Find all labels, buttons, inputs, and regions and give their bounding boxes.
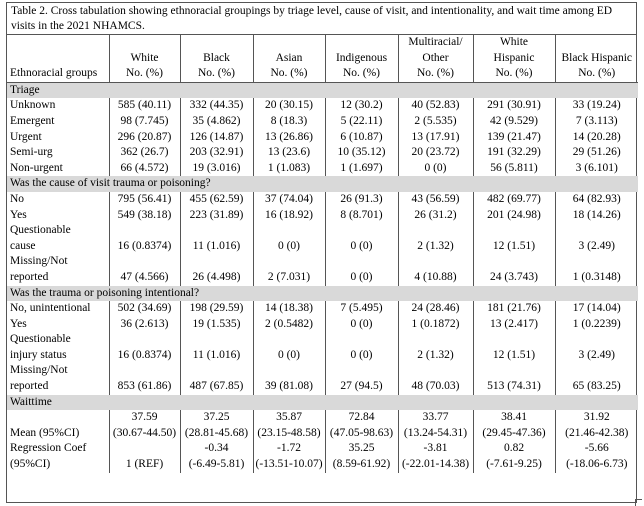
table-cell — [398, 254, 473, 285]
table-cell — [180, 441, 253, 472]
table-cell — [473, 441, 555, 472]
row-label-line2: reported — [10, 380, 49, 393]
table-cell-line2: (8.59-61.92) — [332, 458, 391, 471]
table-cell: 19 (3.016) — [180, 161, 253, 177]
header-corner — [7, 35, 109, 51]
table-cell: 2 (0.5482) — [253, 317, 325, 333]
row-label — [7, 223, 109, 254]
table-cell: 40 (52.83) — [398, 98, 473, 114]
table-cell: 56 (5.811) — [473, 161, 555, 177]
table-cell: 362 (26.7) — [109, 145, 180, 161]
table-body — [7, 35, 638, 473]
column-header-name: Indigenous — [325, 51, 398, 67]
header-row-unit — [7, 66, 638, 82]
column-header-name: Other — [398, 51, 473, 67]
row-label: Urgent — [10, 130, 42, 143]
table-cell-line2: 853 (61.86) — [117, 380, 172, 393]
table-row — [7, 114, 638, 130]
table-cell — [398, 332, 473, 363]
table-cell: 223 (31.89) — [180, 208, 253, 224]
column-header-name: Hispanic — [473, 51, 555, 67]
table-cell: 198 (29.59) — [180, 301, 253, 317]
column-header-unit: No. (%) — [253, 66, 325, 82]
table-cell: 455 (62.59) — [180, 192, 253, 208]
table-cell: 296 (20.87) — [109, 130, 180, 146]
table-cell — [180, 254, 253, 285]
table-cell-line1 — [401, 254, 471, 270]
table-cell-line1: -1.72 — [277, 442, 301, 455]
table-cell-line2: 0 (0) — [350, 239, 373, 252]
table-caption: Table 2. Cross tabulation showing ethnoracial groupings by triage level, cause of visit, and intentionality, and wait time among ED visits in the 2021 NHAMCS. — [7, 3, 636, 35]
row-label-line1: Regression Coef — [10, 442, 87, 455]
row-label — [7, 363, 109, 394]
section-title: Was the cause of visit trauma or poisoning? — [7, 176, 638, 192]
table-cell — [325, 332, 398, 363]
table-cell: 6 (10.87) — [325, 130, 398, 146]
row-label-line2: injury status — [10, 348, 67, 361]
table-row — [7, 363, 638, 394]
table-cell-line2: 0 (0) — [277, 348, 301, 361]
table-cell-line2: 12 (1.51) — [492, 348, 536, 361]
table-cell — [555, 410, 638, 441]
table-cell: 181 (21.76) — [473, 301, 555, 317]
section-header-row — [7, 286, 638, 302]
table-cell-line1 — [183, 363, 251, 379]
table-cell — [109, 223, 180, 254]
row-label-line1 — [10, 410, 107, 426]
row-label: Yes — [10, 317, 27, 330]
table-cell: 20 (30.15) — [253, 98, 325, 114]
table-cell-line2: 487 (67.85) — [189, 380, 244, 393]
table-cell: 14 (20.28) — [555, 130, 638, 146]
table-cell — [253, 441, 325, 472]
row-label-line1: Questionable — [10, 224, 71, 237]
column-header-top — [109, 35, 180, 51]
table-cell — [253, 363, 325, 394]
table-cell-line1: -0.34 — [204, 442, 229, 455]
table-cell-line2: 11 (1.016) — [192, 348, 241, 361]
table-cell-line2: 16 (0.8374) — [117, 348, 172, 361]
table-cell-line2: (23.15-48.58) — [257, 426, 321, 439]
row-label — [7, 332, 109, 363]
row-label: Non-urgent — [10, 161, 63, 174]
table-cell: 332 (44.35) — [180, 98, 253, 114]
table-cell-line1 — [256, 254, 323, 270]
table-cell-line1 — [112, 332, 178, 348]
column-header-top — [555, 35, 638, 51]
table-cell-line2: 1 (0.3148) — [572, 270, 621, 283]
table-cell: 18 (14.26) — [555, 208, 638, 224]
table-cell — [325, 254, 398, 285]
table-cell — [325, 441, 398, 472]
table-cell: 7 (3.113) — [555, 114, 638, 130]
table-cell: 43 (56.59) — [398, 192, 473, 208]
table-cell-line2: 65 (83.25) — [572, 380, 621, 393]
table-cell-line1 — [328, 363, 396, 379]
row-label: Yes — [10, 208, 27, 221]
table-cell-line1: 37.59 — [131, 411, 158, 424]
table-cell-line2: 24 (3.743) — [490, 270, 538, 283]
row-label — [7, 254, 109, 285]
table-cell-line1 — [401, 223, 471, 239]
table-cell — [555, 363, 638, 394]
table-row — [7, 98, 638, 114]
table-cell-line1: 35.87 — [276, 411, 302, 424]
table-cell-line1 — [112, 223, 178, 239]
table-row — [7, 161, 638, 177]
table-row — [7, 208, 638, 224]
table-cell: 3 (6.101) — [555, 161, 638, 177]
table-cell-line1: 38.41 — [501, 411, 527, 424]
table-cell — [473, 254, 555, 285]
table-cell: 13 (2.417) — [473, 317, 555, 333]
table-cell-line2: 12 (1.51) — [492, 239, 536, 252]
column-header-unit: No. (%) — [473, 66, 555, 82]
table-cell-line2: 3 (2.49) — [578, 348, 615, 361]
table-row — [7, 332, 638, 363]
table-cell-line2: 2 (1.32) — [417, 239, 454, 252]
row-label: No — [10, 192, 25, 205]
table-cell-line1 — [558, 223, 637, 239]
table-cell-line2: 48 (70.03) — [411, 380, 460, 393]
table-cell-line2: 3 (2.49) — [578, 239, 615, 252]
table-cell: 549 (38.18) — [109, 208, 180, 224]
table-cell: 17 (14.04) — [555, 301, 638, 317]
table-cell: 13 (17.91) — [398, 130, 473, 146]
table-cell-line1: 37.25 — [203, 411, 230, 424]
table-cell-line1 — [558, 363, 637, 379]
table-cell-line2: (-6.49-5.81) — [188, 458, 245, 471]
table-cell — [473, 363, 555, 394]
table-cell — [180, 223, 253, 254]
table-cell-line1 — [112, 363, 178, 379]
row-label-line1: Missing/Not — [10, 364, 68, 377]
table-row — [7, 223, 638, 254]
corner-mark — [635, 499, 642, 506]
table-cell: 33 (19.24) — [555, 98, 638, 114]
table-cell-line2: (-22.01-14.38) — [401, 458, 470, 471]
table-cell-line2: 0 (0) — [350, 270, 373, 283]
table-cell-line1 — [256, 363, 323, 379]
column-header-name: Asian — [253, 51, 325, 67]
table-cell — [398, 410, 473, 441]
row-label — [7, 441, 109, 472]
column-header-top: Multiracial/ — [398, 35, 473, 51]
row-label-line2: (95%CI) — [10, 458, 51, 471]
table-cell-line1 — [328, 254, 396, 270]
table-cell-line2: 16 (0.8374) — [117, 239, 172, 252]
table-cell: 26 (31.2) — [398, 208, 473, 224]
table-cell-line2: (-7.61-9.25) — [486, 458, 542, 471]
table-cell-line2: (21.46-42.38) — [565, 426, 629, 439]
table-cell — [398, 223, 473, 254]
row-label-line1: Missing/Not — [10, 255, 68, 268]
section-header-row — [7, 82, 638, 98]
table-cell — [109, 410, 180, 441]
table-row — [7, 301, 638, 317]
table-cell-line1 — [476, 363, 553, 379]
table-cell — [253, 223, 325, 254]
table-cell — [473, 332, 555, 363]
table-cell: 37 (74.04) — [253, 192, 325, 208]
table-cell: 35 (4.862) — [180, 114, 253, 130]
section-header-row — [7, 395, 638, 411]
row-label-line2: Mean (95%CI) — [10, 426, 80, 439]
table-cell-line1 — [401, 332, 471, 348]
table-cell-line1: 35.25 — [348, 442, 375, 455]
table-cell — [473, 410, 555, 441]
table-cell: 26 (91.3) — [325, 192, 398, 208]
table-cell — [253, 254, 325, 285]
table-cell-line2: (13.24-54.31) — [403, 426, 468, 439]
table-cell: 1 (1.083) — [253, 161, 325, 177]
table-cell: 1 (0.2239) — [555, 317, 638, 333]
table-cell-line1 — [401, 363, 471, 379]
table-cell — [109, 363, 180, 394]
column-header-top — [325, 35, 398, 51]
table-cell: 36 (2.613) — [109, 317, 180, 333]
table-cell-line2: (-13.51-10.07) — [255, 458, 323, 471]
column-header-unit: No. (%) — [398, 66, 473, 82]
table-cell-line1 — [183, 223, 251, 239]
table-cell — [109, 254, 180, 285]
table-cell — [180, 363, 253, 394]
table-cell-line1 — [328, 223, 396, 239]
table-cell-line1 — [256, 332, 323, 348]
table-cell: 10 (35.12) — [325, 145, 398, 161]
table-cell: 203 (32.91) — [180, 145, 253, 161]
table-cell: 0 (0) — [325, 317, 398, 333]
header-row-name — [7, 51, 638, 67]
section-title: Triage — [7, 82, 638, 98]
table-cell: 1 (0.1872) — [398, 317, 473, 333]
table-cell-line1 — [183, 254, 251, 270]
section-header-row — [7, 176, 638, 192]
table-cell-line2: (47.05-98.63) — [329, 426, 394, 439]
table-cell — [253, 332, 325, 363]
table-cell — [109, 332, 180, 363]
table-cell: 8 (8.701) — [325, 208, 398, 224]
row-label-line2: reported — [10, 270, 49, 283]
table-cell-line2: 1 (REF) — [125, 458, 164, 471]
table-cell: 5 (22.11) — [325, 114, 398, 130]
column-header-name: Black Hispanic — [555, 51, 638, 67]
cross-tabulation-table — [7, 35, 638, 473]
table-cell: 42 (9.529) — [473, 114, 555, 130]
table-cell: 12 (30.2) — [325, 98, 398, 114]
column-header-name: White — [109, 51, 180, 67]
row-label-line2: cause — [10, 239, 36, 252]
column-header-unit: No. (%) — [109, 66, 180, 82]
column-header-name: Black — [180, 51, 253, 67]
table-cell: 64 (82.93) — [555, 192, 638, 208]
section-title: Waittime — [7, 395, 638, 411]
table-cell — [555, 441, 638, 472]
table-cell-line1: -3.81 — [423, 442, 448, 455]
table-cell: 24 (28.46) — [398, 301, 473, 317]
table-cell: 0 (0) — [398, 161, 473, 177]
table-cell — [398, 363, 473, 394]
table-cell — [555, 223, 638, 254]
table-cell: 66 (4.572) — [109, 161, 180, 177]
table-cell: 2 (5.535) — [398, 114, 473, 130]
column-header-top: White — [473, 35, 555, 51]
table-cell-line2: (29.45-47.36) — [482, 426, 546, 439]
table-cell — [398, 441, 473, 472]
table-row — [7, 441, 638, 472]
table-cell: 201 (24.98) — [473, 208, 555, 224]
table-cell-line1 — [476, 223, 553, 239]
column-header-unit: No. (%) — [555, 66, 638, 82]
table-cell-line2: 0 (0) — [277, 239, 301, 252]
table-row — [7, 145, 638, 161]
table-cell: 795 (56.41) — [109, 192, 180, 208]
table-cell: 1 (1.697) — [325, 161, 398, 177]
table-cell-line2: 2 (1.32) — [417, 348, 454, 361]
column-header-unit: No. (%) — [325, 66, 398, 82]
table-cell: 7 (5.495) — [325, 301, 398, 317]
table-cell-line1 — [558, 332, 637, 348]
table-cell: 585 (40.11) — [109, 98, 180, 114]
table-cell-line2: 2 (7.031) — [267, 270, 311, 283]
table-cell-line2: 11 (1.016) — [192, 239, 241, 252]
table-cell: 19 (1.535) — [180, 317, 253, 333]
table-cell — [325, 410, 398, 441]
table-cell — [109, 441, 180, 472]
table-cell — [325, 223, 398, 254]
table-cell — [555, 332, 638, 363]
table-cell: 502 (34.69) — [109, 301, 180, 317]
table-cell-line1 — [476, 254, 553, 270]
table-row — [7, 130, 638, 146]
table-cell: 126 (14.87) — [180, 130, 253, 146]
table-cell-line1 — [112, 254, 178, 270]
table-cell: 482 (69.77) — [473, 192, 555, 208]
column-header-unit: No. (%) — [180, 66, 253, 82]
section-title: Was the trauma or poisoning intentional? — [7, 286, 638, 302]
column-header-top — [180, 35, 253, 51]
table-cell-line1 — [256, 223, 323, 239]
table-cell-line1: 31.92 — [583, 411, 610, 424]
table-cell — [253, 410, 325, 441]
table-cell-line2: 513 (74.31) — [487, 380, 541, 393]
table-cell: 29 (51.26) — [555, 145, 638, 161]
table-cell — [180, 410, 253, 441]
table-cell-line2: 27 (94.5) — [340, 380, 383, 393]
table-cell-line2: (-18.06-6.73) — [566, 458, 628, 471]
table-cell-line2: 0 (0) — [350, 348, 373, 361]
row-label — [7, 410, 109, 441]
row-header-label: Ethnoracial groups — [7, 66, 109, 82]
table-cell-line2: 4 (10.88) — [414, 270, 457, 283]
row-label: Emergent — [10, 114, 55, 127]
table-cell: 13 (26.86) — [253, 130, 325, 146]
table-cell: 291 (30.91) — [473, 98, 555, 114]
table-row — [7, 410, 638, 441]
row-label: Unknown — [10, 99, 56, 112]
table-cell — [473, 223, 555, 254]
table-cell-line2: 39 (81.08) — [265, 380, 313, 393]
table-cell-line2: 26 (4.498) — [192, 270, 241, 283]
row-label: Semi-urg — [10, 146, 53, 159]
table-cell: 20 (23.72) — [398, 145, 473, 161]
table-cell-line1 — [112, 441, 178, 457]
row-label: No, unintentional — [10, 302, 91, 315]
table-cell-line1: 72.84 — [348, 411, 375, 424]
row-label-line1: Questionable — [10, 333, 71, 346]
table-row — [7, 254, 638, 285]
table-cell: 139 (21.47) — [473, 130, 555, 146]
table-cell-line1: 33.77 — [422, 411, 449, 424]
table-cell — [555, 254, 638, 285]
table-cell-line1 — [328, 332, 396, 348]
table-cell: 191 (32.29) — [473, 145, 555, 161]
table-container — [6, 2, 637, 503]
table-cell: 98 (7.745) — [109, 114, 180, 130]
table-row — [7, 192, 638, 208]
table-cell-line1 — [476, 332, 553, 348]
table-row — [7, 317, 638, 333]
table-cell — [325, 363, 398, 394]
table-cell-line2: 47 (4.566) — [120, 270, 169, 283]
table-cell-line1: -5.66 — [584, 442, 609, 455]
table-cell-line1 — [183, 332, 251, 348]
column-header-top — [253, 35, 325, 51]
table-cell-line2: (28.81-45.68) — [184, 426, 249, 439]
table-cell: 8 (18.3) — [253, 114, 325, 130]
table-cell: 13 (23.6) — [253, 145, 325, 161]
table-cell-line1 — [558, 254, 637, 270]
header-row-top — [7, 35, 638, 51]
table-cell-line2: (30.67-44.50) — [112, 426, 177, 439]
table-cell — [180, 332, 253, 363]
table-cell-line1: 0.82 — [503, 442, 525, 455]
table-cell: 14 (18.38) — [253, 301, 325, 317]
table-cell: 16 (18.92) — [253, 208, 325, 224]
